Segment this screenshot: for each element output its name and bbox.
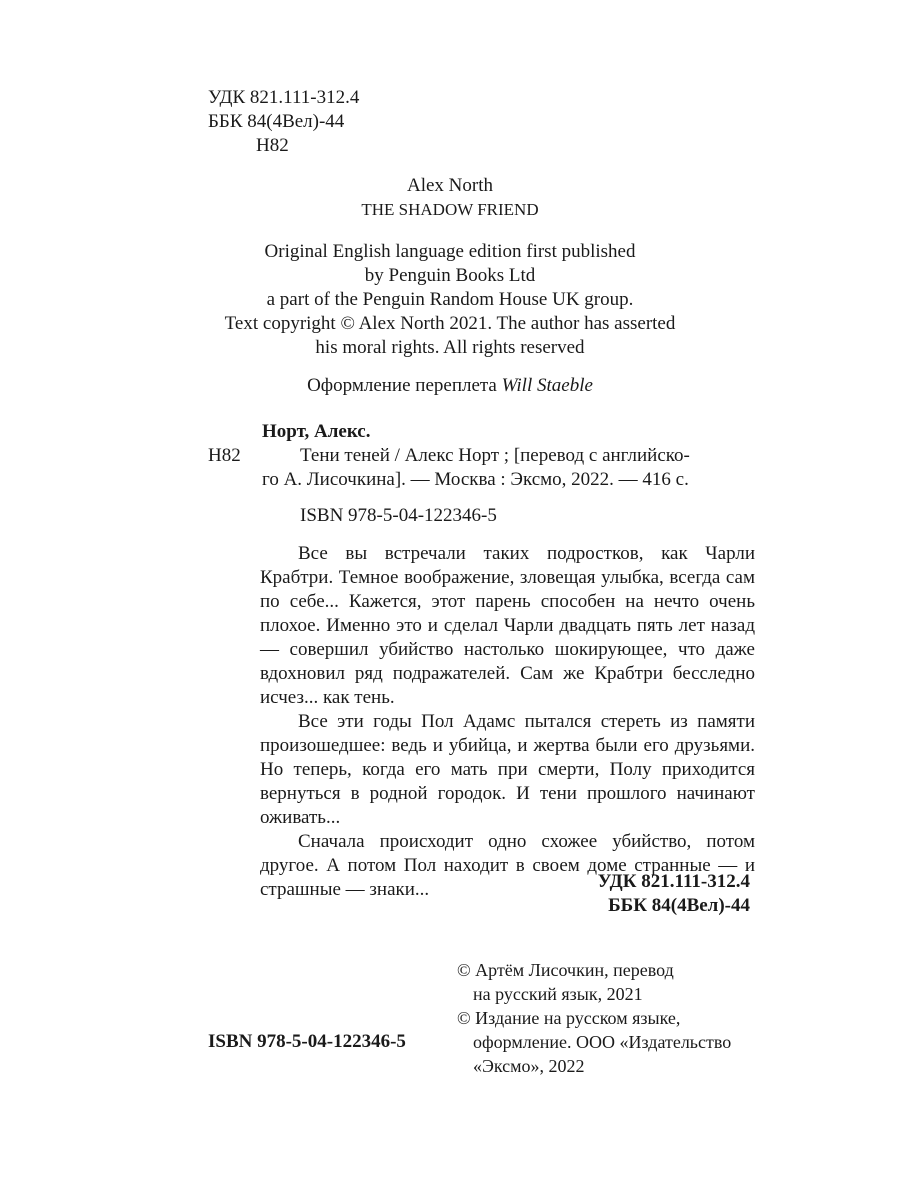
original-author: Alex North: [406, 175, 493, 196]
footer-isbn: ISBN 978-5-04-122346-5: [208, 1031, 406, 1052]
design-label: Оформление переплета: [307, 375, 497, 396]
copyright-line-2: на русский язык, 2021: [473, 984, 643, 1004]
design-credit: [0, 374, 900, 398]
rights-line-4: Text copyright © Alex North 2021. The author has asserted: [224, 313, 676, 334]
annotation: [260, 542, 755, 902]
classification-bbk: ББК 84(4Вел)-44: [608, 895, 750, 916]
classification-udk: УДК 821.111-312.4: [597, 871, 750, 892]
copyright-line-3: © Издание на русском языке,: [457, 1008, 681, 1028]
catalog-isbn: ISBN 978-5-04-122346-5: [300, 505, 497, 526]
copyright-line-1: © Артём Лисочкин, перевод: [457, 960, 674, 980]
rights-line-5: his moral rights. All rights reserved: [315, 337, 585, 358]
catalog-entry-line-2: го А. Лисочкина]. — Москва : Эксмо, 2022. — 416 с.: [262, 469, 689, 490]
design-name: Will Staeble: [501, 375, 593, 396]
rights-line-3: a part of the Penguin Random House UK group.: [266, 289, 634, 310]
original-title: THE SHADOW FRIEND: [361, 200, 539, 219]
annotation-paragraph-2: Все эти годы Пол Адамс пытался стереть из памяти произошедшее: ведь и убийца, и жертва были его друзьями. Но теперь, когда его мать при смерти, Полу приходится вернуться в родной городок. И тени прошлого начинают оживать...: [260, 711, 755, 828]
header-bbk: ББК 84(4Вел)-44: [208, 111, 345, 132]
copyright-line-4: оформление. ООО «Издательство: [473, 1032, 732, 1052]
catalog-mark: Н82: [208, 445, 241, 466]
annotation-paragraph-3: Сначала происходит одно схожее убийство, потом другое. А потом Пол находит в своем доме странные — и страшные — знаки...: [260, 831, 755, 900]
catalog-entry-line-1: Тени теней / Алекс Норт ; [перевод с английско-: [300, 445, 690, 466]
copyright-line-5: «Эксмо», 2022: [473, 1056, 585, 1076]
rights-line-1: Original English language edition first published: [264, 241, 636, 262]
catalog-author-heading: Норт, Алекс.: [262, 421, 371, 442]
header-udk: УДК 821.111-312.4: [208, 87, 360, 108]
rights-line-2: by Penguin Books Ltd: [364, 265, 536, 286]
annotation-paragraph-1: Все вы встречали таких подростков, как Чарли Крабтри. Темное воображение, зловещая улыбка, всегда сам по себе... Кажется, этот парень способен на нечто очень плохое. Именно это и сделал Чарли двадцать пять лет назад — совершил убийство настолько шокирующее, что даже вдохновил ряд подражателей. Сам же Крабтри бесследно исчез... как тень.: [260, 543, 755, 708]
header-author-mark: Н82: [256, 135, 289, 156]
